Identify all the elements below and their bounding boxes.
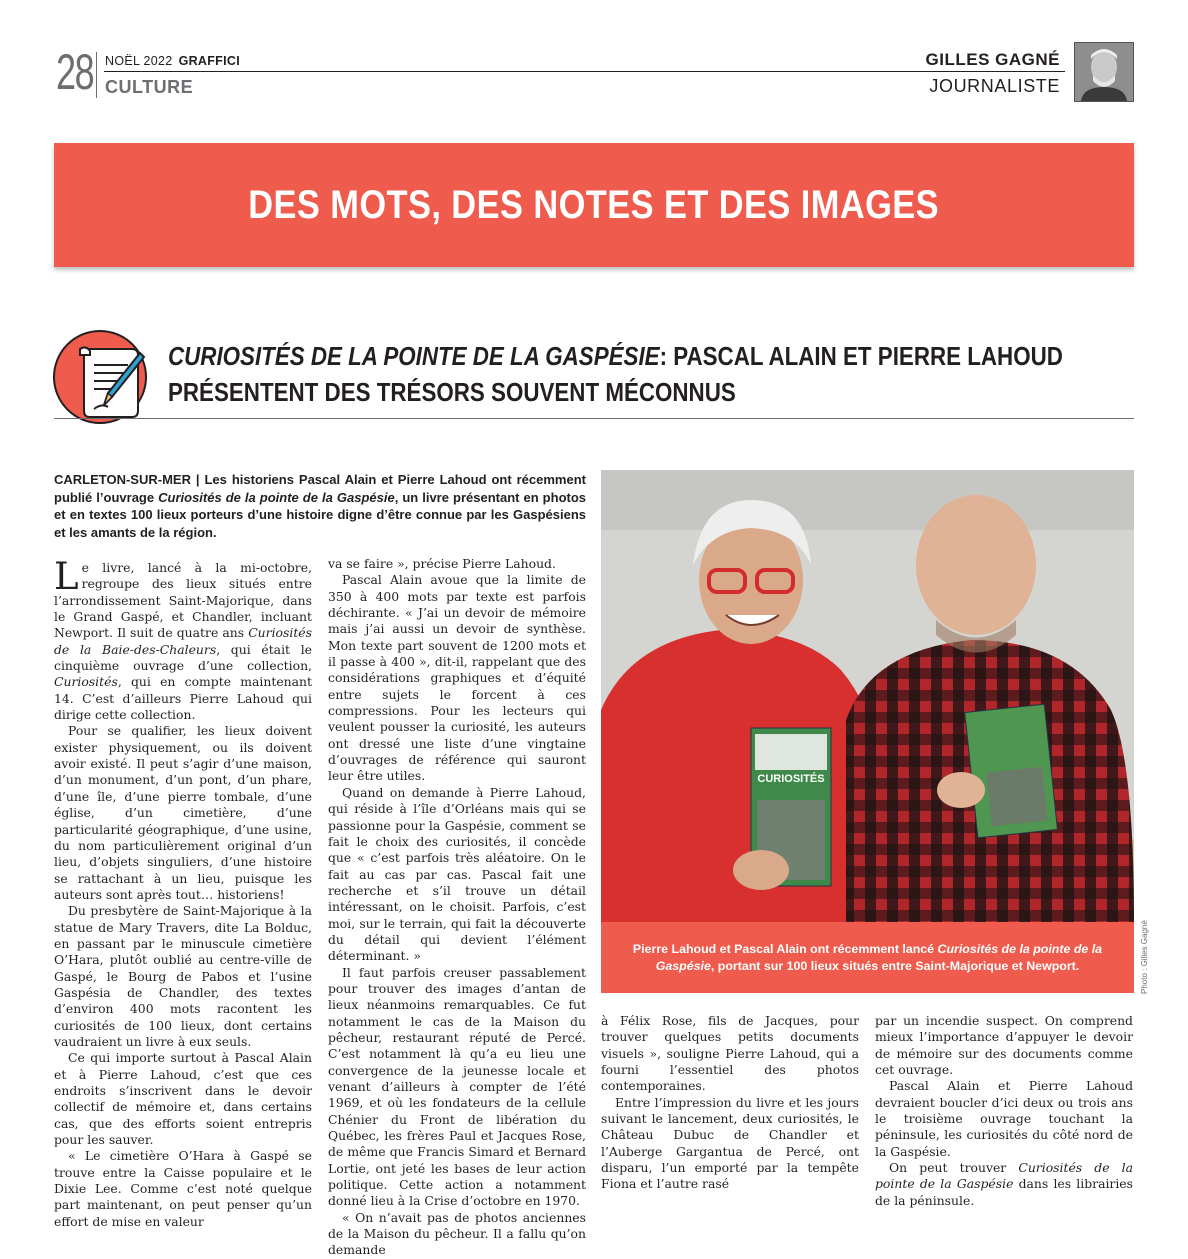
author-role: JOURNALISTE [929, 76, 1060, 96]
banner-title: DES MOTS, DES NOTES ET DES IMAGES [248, 182, 940, 227]
paragraph-10-continued: par un incendie suspect. On comprend mieux l’importance d’appuyer le devoir de mémoire sur des documents comme cet ouvrage. [875, 1013, 1133, 1078]
paragraph-11: Pascal Alain et Pierre Lahoud devraient boucler d’ici deux ou trois ans le troisième ouvrage touchant la péninsule, les curiosités du côté nord de la Gaspésie. [875, 1078, 1133, 1159]
author-portrait [1074, 42, 1134, 102]
drop-cap: L [54, 555, 79, 598]
lead-book-title: Curiosités de la pointe de la Gaspésie [158, 489, 395, 505]
issue-line [105, 54, 240, 68]
paragraph-12-text-a: On peut trouver [889, 1160, 1019, 1176]
paragraph-5: « Le cimetière O’Hara à Gaspé se trouve entre la Caisse populaire et le Dixie Lee. Comme c’est noté quelque part maintenant, on peut penser qu’un effort de mise en valeur [54, 1148, 312, 1229]
paragraph-1-text: e livre, lancé à la mi-octobre, regroupe des lieux situés entre l’arrondissement Saint-Majorique, dans le Grand Gaspé, et Chandler, incluant Newport. Il suit de quatre ans [54, 560, 312, 641]
photo-credit: Photo : Gilles Gagné [1140, 920, 1149, 994]
book-cover-back [965, 704, 1058, 838]
book-title-baie: Curiosités de la Baie-des-Chaleurs [54, 625, 312, 657]
paragraph-6: Pascal Alain avoue que la limite de 350 à 400 mots par texte est parfois déchirante. « J’ai un devoir de mémoire mais j’ai aussi un devoir de synthèse. Mon texte part souvent de 1200 mots et il passe à 400 », dit-il, rappelant que des considérations graphiques et d’équité entre sujets le forcent à ces compressions. Pour les lecteurs qui veulent pousser la curiosité, les auteurs ont dressé une liste d’une vingtaine d’ouvrages de référence qui sauront leur être utiles. [328, 572, 586, 784]
paragraph-4: Ce qui importe surtout à Pascal Alain et à Pierre Lahoud, c’est que ces endroits s’inscrivent dans le devoir collectif de mémoire et, dans certains cas, que des efforts soient entrepris pour les sauver. [54, 1050, 312, 1148]
lead-text: CARLETON-SUR-MER | Les historiens Pascal Alain et Pierre Lahoud ont récemment publié l’ouvrage [54, 472, 586, 505]
paragraph-2: Pour se qualifier, les lieux doivent exister physiquement, ou ils doivent avoir existé. Il peut s’agir d’une maison, d’un monument, d’un pont, d’un phare, d’une île, d’une pierre tombale, d’une église, d’un cimetière, d’une particularité géographique, d’une usine, du nom particulièrement original d’un lieu, d’objets singuliers, d’une histoire se rattachant à un lieu, puisque les auteurs sont après tout… historiens! [54, 723, 312, 902]
author-name: GILLES GAGNÉ [925, 50, 1060, 69]
paragraph-10: Entre l’impression du livre et les jours suivant le lancement, deux curiosités, le Château Dubuc de Chandler et l’Auberge Gargantua de Percé, ont disparu, l’un emporté par la tempête Fiona et l’autre rasé [601, 1094, 859, 1192]
paragraph-1-text-c: , qui en compte maintenant 14. C’est d’ailleurs Pierre Lahoud qui dirige cette collection. [54, 674, 312, 723]
caption-book-title: Curiosités de la pointe de la Gaspésie [655, 941, 1103, 973]
caption-text-a: Pierre Lahoud et Pascal Alain ont récemment lancé [632, 941, 938, 956]
header-divider [96, 52, 97, 98]
paragraph-9-continued: à Félix Rose, fils de Jacques, pour trouver quelques petits documents visuels », souligne Pierre Lahoud, qui a fourni l’essentiel des photos contemporaines. [601, 1013, 859, 1094]
article-lead [54, 471, 586, 541]
caption-text [618, 941, 1118, 975]
caption-text-b: , portant sur 100 lieux situés entre Saint-Majorique et Newport. [710, 958, 1080, 973]
headline-line-1 [168, 338, 1063, 374]
lead-text-end: , un livre présentant en photos et en textes 100 lieux porteurs d’une histoire digne d’être connue par les Gaspésiens et les amants de la région. [54, 489, 587, 540]
paragraph-5-continued: va se faire », précise Pierre Lahoud. [328, 556, 556, 571]
article-headline [168, 338, 1063, 410]
headline-line-2: PRÉSENTENT DES TRÉSORS SOUVENT MÉCONNUS [168, 377, 736, 407]
paragraph-7: Quand on demande à Pierre Lahoud, qui réside à l’île d’Orléans mais qui se passionne pour la Gaspésie, comment se fait le choix des curiosités, il concède que « c’est parfois très aléatoire. On le fait au cas par cas. Pascal fait une recherche et s’il trouve un détail intéressant, on le choisit. Parfois, c’est moi, sur le terrain, qui fait la découverte du détail qui devient l’élément déterminant. » [328, 784, 586, 964]
issue-date: NOËL 2022 [105, 54, 173, 68]
collection-title: Curiosités [54, 674, 118, 690]
paragraph-12 [875, 1160, 1133, 1209]
headline-line-1-rest: : PASCAL ALAIN ET PIERRE LAHOUD [659, 341, 1063, 371]
section-label: CULTURE [105, 77, 194, 97]
paragraph-12-book-title: Curiosités de la pointe de la Gaspésie [875, 1160, 1134, 1192]
paragraph-9: « On n’avait pas de photos anciennes de la Maison du pêcheur. Il a fallu qu’on demande [328, 1209, 586, 1258]
headline-book-title: CURIOSITÉS DE LA POINTE DE LA GASPÉSIE [168, 341, 660, 371]
article-column-4 [875, 1013, 1133, 1209]
paragraph-12-text-b: dans les librairies de la péninsule. [875, 1176, 1133, 1208]
paragraph-1-text-b: , qui était le cinquième ouvrage d’une collection, [54, 641, 312, 674]
publication-name: GRAFFICI [178, 54, 240, 68]
headline-rule [54, 418, 1134, 419]
article-column-2 [328, 556, 586, 1259]
quill-scroll-icon [50, 325, 152, 425]
paragraph-3: Du presbytère de Saint-Majorique à la statue de Mary Travers, dite La Bolduc, en passant par le minuscule cimetière O’Hara, plutôt oublié au centre-ville de Gaspé, le Bourg de Pabos et l’usine Gaspésia de Chandler, des textes d’environ 400 mots racontent les curiosités de 100 lieux, dont certains vaudraient un livre à eux seuls. [54, 903, 312, 1049]
paragraph-1 [54, 555, 312, 723]
paragraph-8: Il faut parfois creuser passablement pour trouver des images d’antan de lieux néanmoins remarquables. Ce fut notamment le cas de la Maison du pêcheur, restaurant réputé de Percé. C’est notamment là qu’a eu lieu une convergence de la jeunesse locale et venant d’ailleurs à compter de l’été 1969, et où les fondateurs de la cellule Chénier du Front de libération du Québec, les frères Paul et Jacques Rose, de même que Francis Simard et Bernard Lortie, ont jeté les bases de leur action politique. Cette action a notamment donné lieu à la Crise d’octobre en 1970. [328, 964, 586, 1209]
header-rule [104, 71, 1065, 72]
section-banner [54, 143, 1134, 267]
photo-caption [601, 922, 1134, 993]
book-title-label: CURIOSITÉS [757, 773, 825, 785]
page-number: 28 [56, 44, 94, 100]
article-column-3 [601, 1013, 859, 1193]
article-column-1 [54, 555, 312, 1230]
article-photo [601, 470, 1134, 922]
